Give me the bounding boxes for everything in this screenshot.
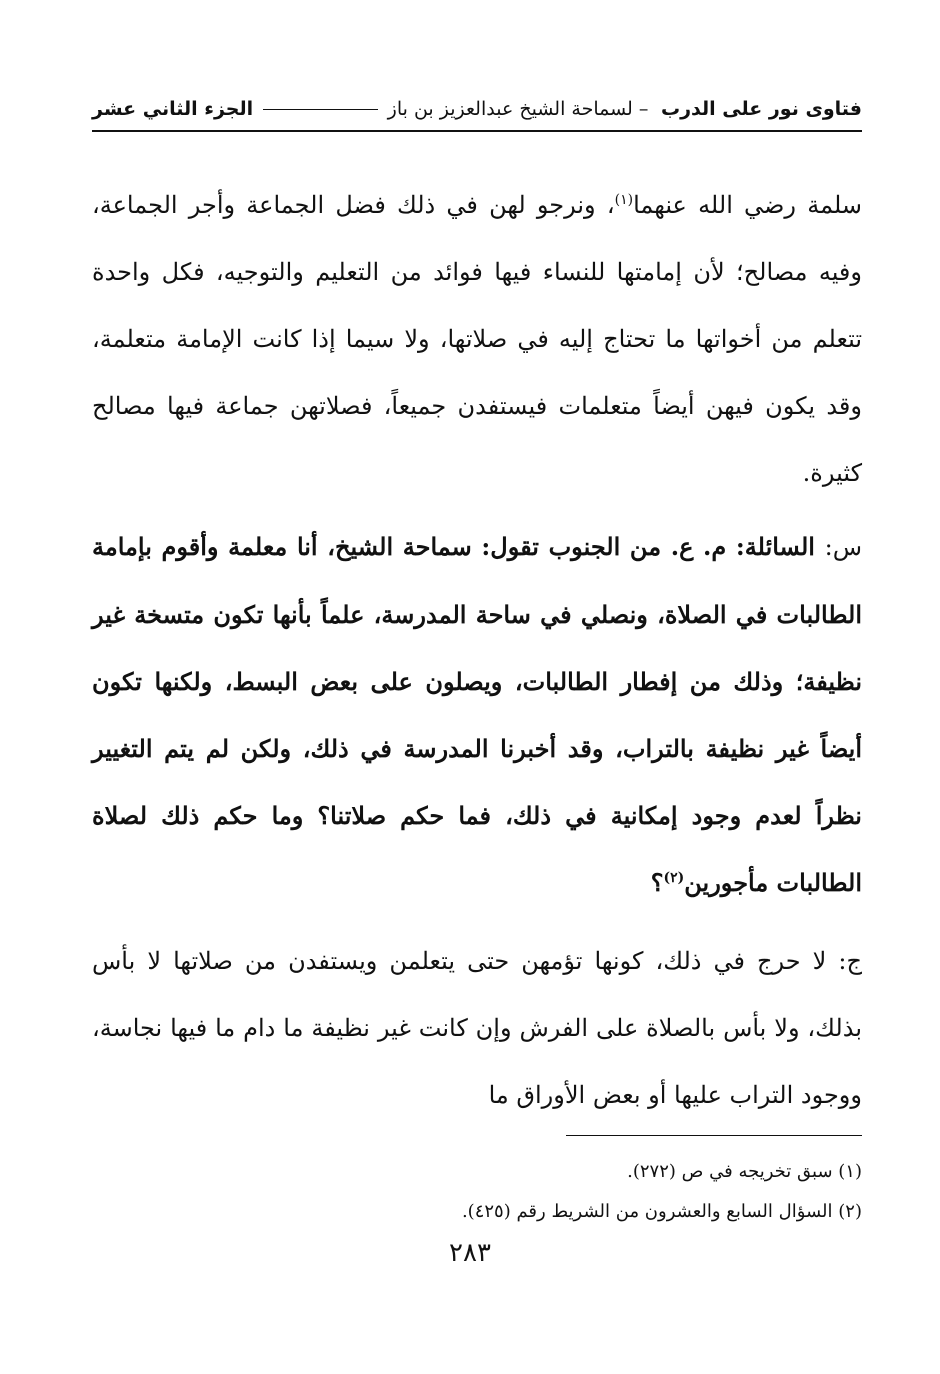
header-dash-rule — [263, 109, 378, 110]
footnote-marker-2: (٢) — [663, 870, 685, 886]
footnote-2: (٢) السؤال السابع والعشرون من الشريط رقم (٤٢٥). — [461, 1201, 862, 1222]
question-label: س: — [824, 533, 862, 561]
intro-text-start: سلمة رضي الله عنهما — [633, 191, 863, 219]
answer-text: لا حرج في ذلك، كونها تؤمهن حتى يتعلمن ويستفدن من صلاتها لا بأس بذلك، ولا بأس بالصلاة على الفرش وإن كانت غير نظيفة ما دام ما فيها نجاسة، ووجود التراب عليها أو بعض الأوراق ما — [92, 947, 862, 1109]
question-paragraph — [92, 513, 862, 916]
intro-paragraph — [92, 172, 862, 507]
header-underline — [92, 130, 862, 132]
main-text — [92, 172, 862, 1129]
question-end-mark: ؟ — [650, 868, 664, 897]
footnote-marker-1: (١) — [614, 192, 634, 208]
page-number: ٢٨٣ — [449, 1238, 491, 1268]
volume-label: الجزء الثاني عشر — [92, 98, 254, 120]
answer-label: ج: — [838, 947, 862, 975]
footnote-separator — [566, 1135, 862, 1136]
book-title: فتاوى نور على الدرب — [661, 98, 862, 120]
question-text: السائلة: م. ع. من الجنوب تقول: سماحة الشيخ، أنا معلمة وأقوم بإمامة الطالبات في الصلاة، ونصلي في ساحة المدرسة، علماً بأنها تكون متسخة غير نظيفة؛ وذلك من إفطار الطالبات، ويصلون على بعض البسط، ولكنها تكون أيضاً غير نظيفة بالتراب، وقد أخبرنا المدرسة في ذلك، ولكن لم يتم التغيير نظراً لعدم وجود إمكانية في ذلك، فما حكم صلاتنا؟ وما حكم ذلك لصلاة الطالبات مأجورين — [92, 532, 862, 897]
intro-text-rest: ، ونرجو لهن في ذلك فضل الجماعة وأجر الجماعة، وفيه مصالح؛ لأن إمامتها للنساء فيها فوائد من التعليم والتوجيه، فكل واحدة تتعلم من أخواتها ما تحتاج إليه في صلاتها، ولا سيما إذا كانت الإمامة متعلمة، وقد يكون فيهن أيضاً متعلمات فيستفدن جميعاً، فصلاتهن جماعة فيها مصالح كثيرة. — [92, 191, 862, 487]
header-left-group — [388, 98, 862, 120]
footnote-1: (١) سبق تخريجه في ص (٢٧٢). — [627, 1161, 862, 1182]
running-header — [92, 92, 862, 126]
author-name: – لسماحة الشيخ عبدالعزيز بن باز — [387, 98, 649, 120]
footnotes — [162, 1152, 862, 1232]
answer-paragraph — [92, 928, 862, 1129]
